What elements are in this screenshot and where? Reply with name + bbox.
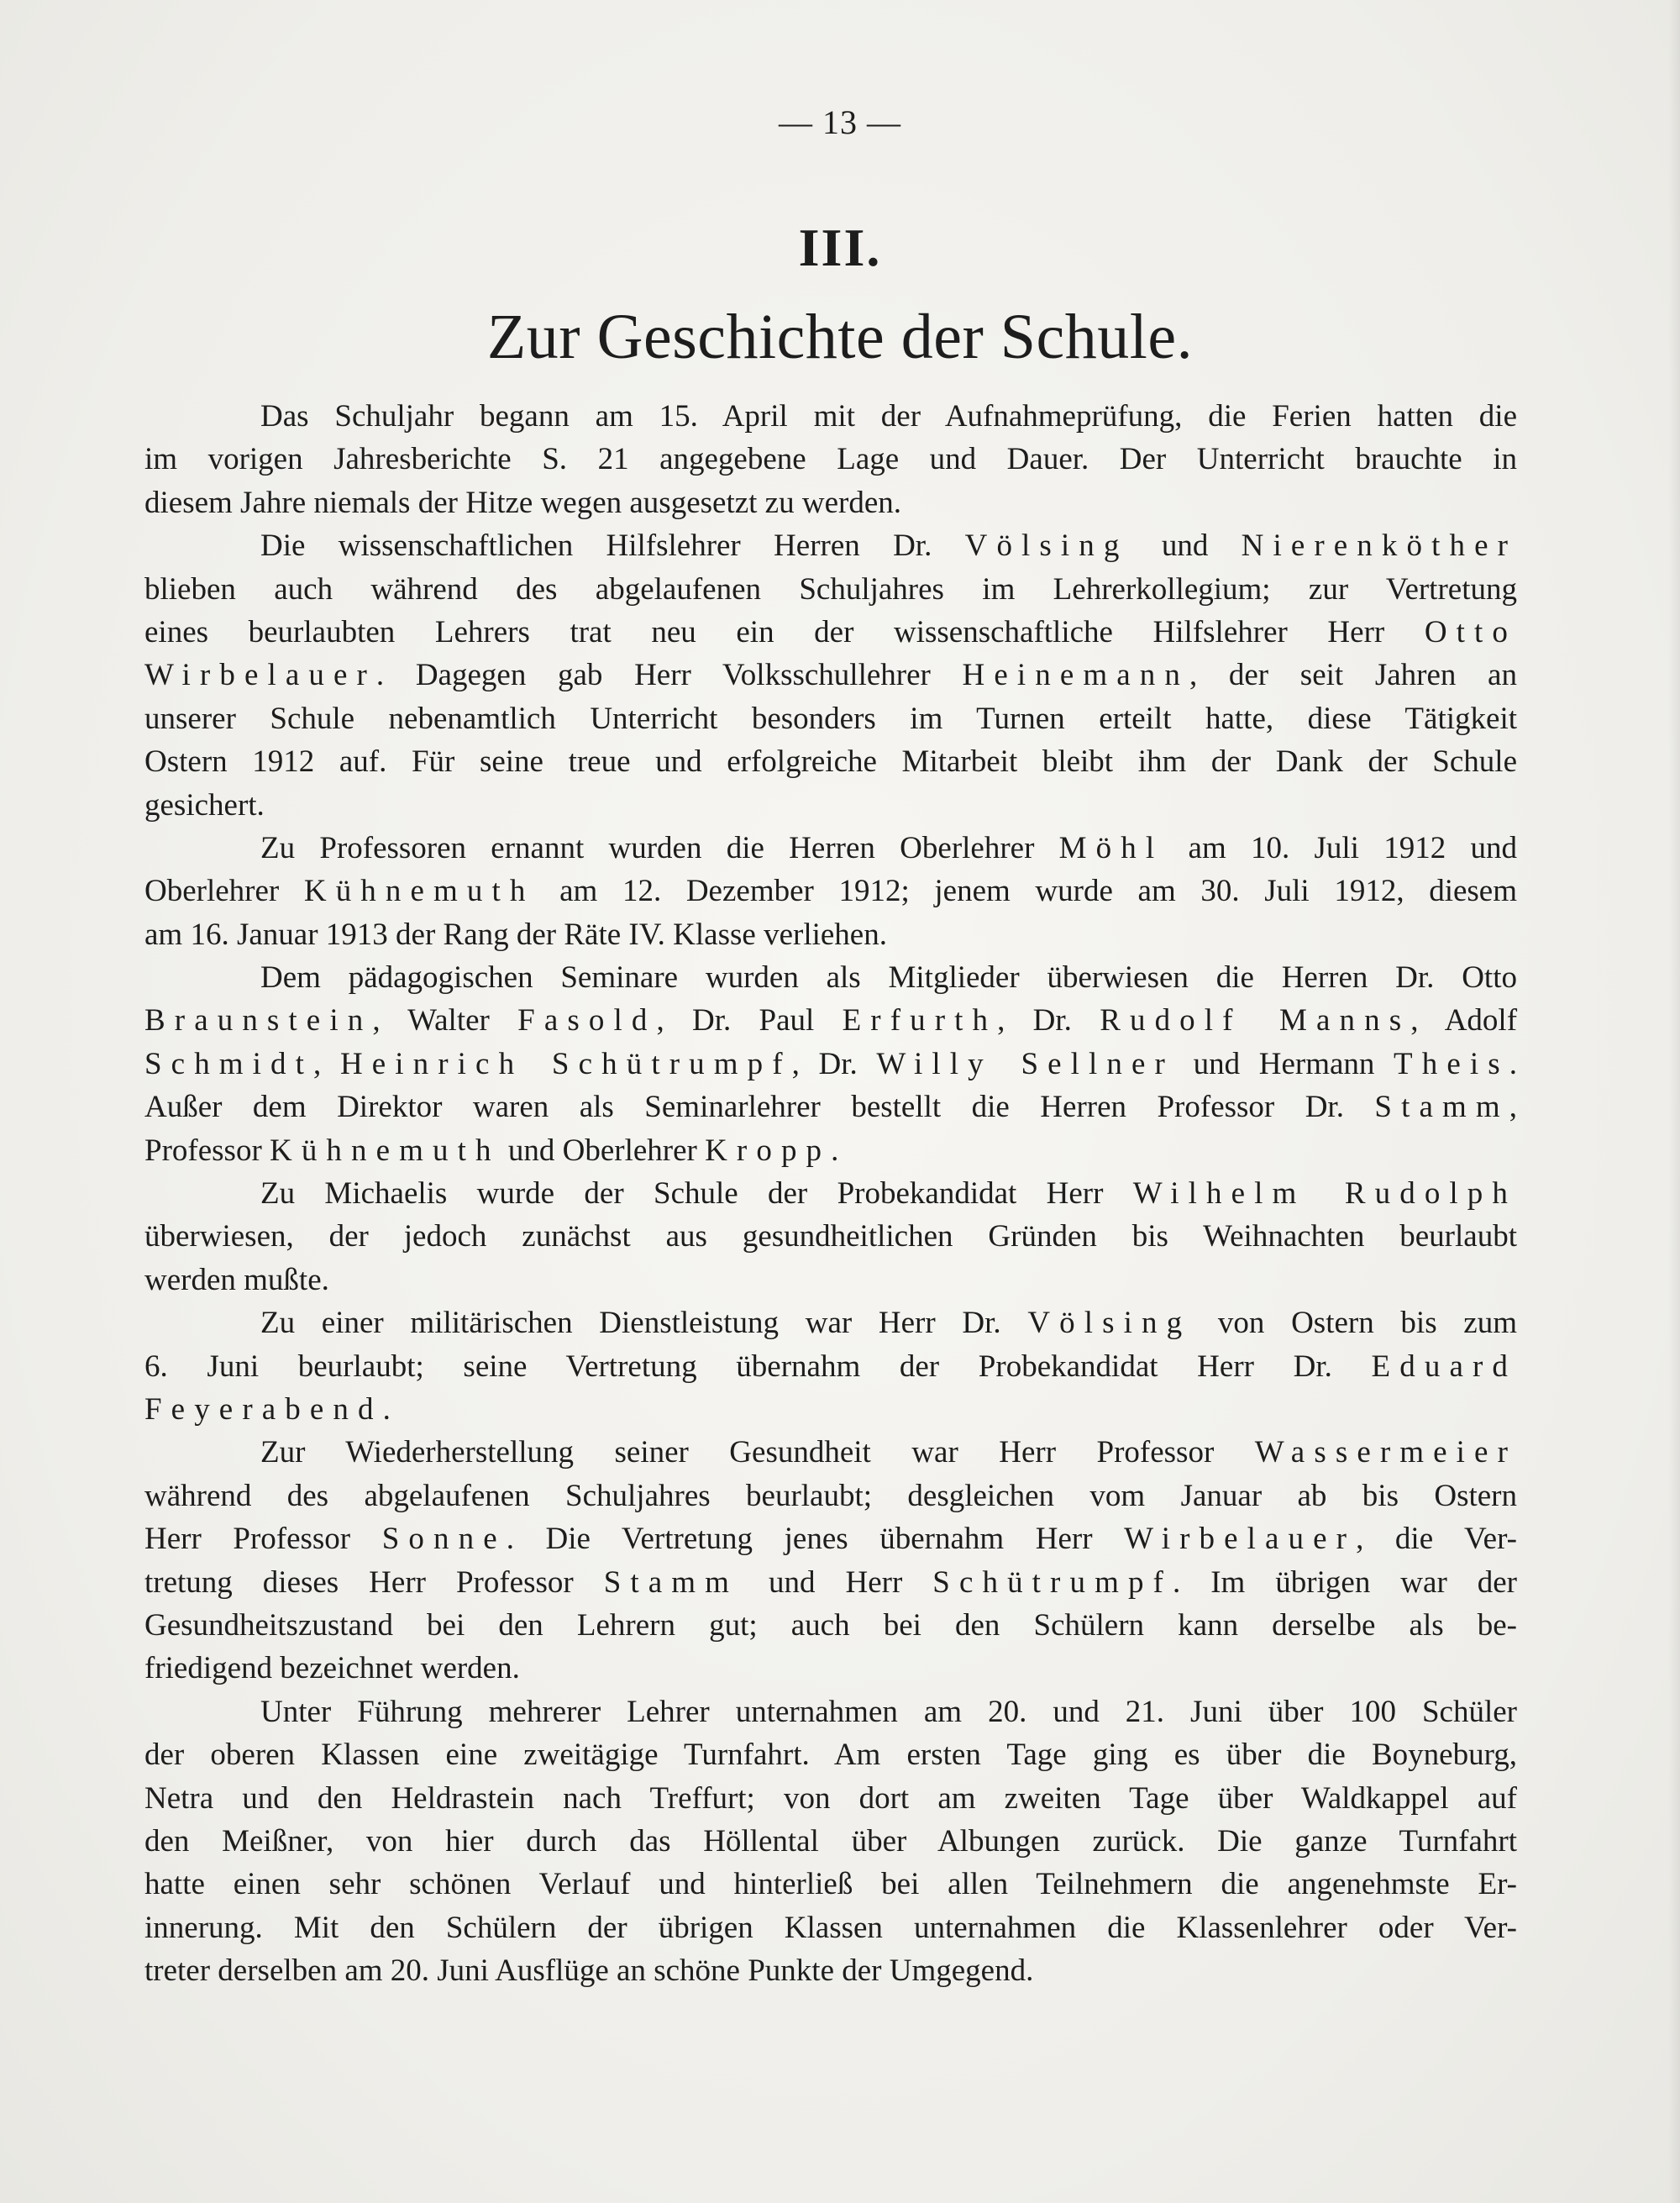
text-run: Zur Wiederherstellung seiner Gesundheit war Herr Professor — [260, 1435, 1255, 1470]
text-line — [144, 999, 1517, 1042]
text-run: von Ostern bis zum — [1191, 1306, 1517, 1341]
spaced-name: Willy Sellner — [876, 1046, 1174, 1081]
text-run: , Dr. — [997, 1003, 1100, 1038]
section-numeral: III. — [798, 218, 882, 277]
text-run: Professor — [144, 1133, 270, 1168]
spaced-name: Kühnemuth — [270, 1133, 501, 1168]
text-run: , Dr. — [791, 1046, 877, 1081]
spaced-name: Rudolf Manns — [1100, 1003, 1411, 1038]
text-line — [144, 740, 1517, 783]
text-run: Zu einer militärischen Dienstleistung war Herr Dr. — [260, 1306, 1028, 1341]
text-line — [144, 956, 1517, 999]
spaced-name: Kropp — [705, 1133, 832, 1168]
spaced-name: Theis — [1394, 1046, 1509, 1081]
text-run: . — [1509, 1046, 1517, 1081]
text-line — [144, 1129, 1517, 1172]
text-run: Netra und den Heldrastein nach Treffurt; von dort am zweiten Tage über Waldkappel auf — [144, 1780, 1517, 1816]
text-line — [144, 1172, 1517, 1215]
text-run: gesichert. — [144, 787, 265, 823]
text-run: Ostern 1912 auf. Für seine treue und erfolgreiche Mitarbeit bleibt ihm der Dank der Schule — [144, 744, 1517, 780]
spaced-name: Fasold — [517, 1003, 657, 1038]
text-line — [144, 1259, 1517, 1301]
text-run: 6. Juni beurlaubt; seine Vertretung übernahm der Probekandidat Herr Dr. — [144, 1349, 1372, 1384]
spaced-name: Völsing — [964, 528, 1129, 564]
text-line — [144, 1733, 1517, 1776]
text-line — [144, 611, 1517, 654]
text-line — [144, 524, 1517, 567]
text-run: , — [1509, 1090, 1517, 1125]
spaced-name: Schmidt — [144, 1046, 314, 1081]
text-line — [144, 1690, 1517, 1733]
spaced-name: Wilhelm Rudolph — [1132, 1176, 1517, 1212]
text-line — [144, 1215, 1517, 1258]
spaced-name: Stamm — [1374, 1090, 1509, 1125]
text-run: Die wissenschaftlichen Hilfslehrer Herren Dr. — [260, 528, 965, 564]
text-line — [144, 870, 1517, 912]
text-run: diesem Jahre niemals der Hitze wegen ausgesetzt zu werden. — [144, 485, 901, 520]
text-line — [144, 1301, 1517, 1344]
text-line — [144, 395, 1517, 438]
text-run: eines beurlaubten Lehrers trat neu ein der wissenschaftliche Hilfslehrer Herr — [144, 614, 1425, 649]
text-run: am 12. Dezember 1912; jenem wurde am 30. Juli 1912, diesem — [534, 874, 1518, 909]
text-line — [144, 1043, 1517, 1086]
text-run: . Im übrigen war der — [1172, 1564, 1517, 1600]
text-run: , Walter — [372, 1003, 518, 1038]
text-run: hatte einen sehr schönen Verlauf und hinterließ bei allen Teilnehmern die angenehmste Er- — [144, 1867, 1517, 1902]
text-run: . — [831, 1133, 839, 1168]
text-line — [144, 481, 1517, 524]
text-line — [144, 697, 1517, 740]
text-run: und Herr — [738, 1564, 933, 1600]
text-run: unserer Schule nebenamtlich Unterricht besonders im Turnen erteilt hatte, diese Tätigkeit — [144, 701, 1517, 736]
text-line — [144, 1777, 1517, 1820]
text-line — [144, 1561, 1517, 1604]
text-run: , die Ver- — [1356, 1522, 1517, 1557]
text-line — [144, 1431, 1517, 1474]
page-edge-shadow — [1668, 0, 1680, 2203]
text-run: am 16. Januar 1913 der Rang der Räte IV. Klasse verliehen. — [144, 917, 887, 952]
text-line — [144, 654, 1517, 697]
text-run: im vorigen Jahresberichte S. 21 angegebene Lage und Dauer. Der Unterricht brauchte in — [144, 442, 1517, 477]
text-run: der oberen Klassen eine zweitägige Turnfahrt. Am ersten Tage ging es über die Boyneburg, — [144, 1738, 1517, 1773]
text-run: , Adolf — [1410, 1003, 1518, 1038]
spaced-name: Möhl — [1058, 830, 1164, 865]
text-run: Zu Michaelis wurde der Schule der Probekandidat Herr — [260, 1176, 1133, 1212]
spaced-name: Sonne — [381, 1522, 507, 1557]
spaced-name: Nierenköther — [1241, 528, 1518, 564]
section-title: Zur Geschichte der Schule. — [486, 302, 1194, 372]
text-line — [144, 1604, 1517, 1647]
spaced-name: Völsing — [1027, 1306, 1192, 1341]
text-run: Herr Professor — [144, 1522, 382, 1557]
spaced-name: Erfurth — [842, 1003, 998, 1038]
text-line — [144, 827, 1517, 870]
text-run: . — [382, 1391, 391, 1427]
text-run: , der seit Jahren an — [1189, 658, 1517, 693]
text-run: treter derselben am 20. Juni Ausflüge an schöne Punkte der Umgegend. — [144, 1953, 1034, 1989]
spaced-name: Schütrumpf — [932, 1564, 1173, 1600]
spaced-name: Stamm — [603, 1564, 739, 1600]
text-line — [144, 1820, 1517, 1863]
text-run: und Hermann — [1173, 1046, 1394, 1081]
text-line — [144, 1863, 1517, 1906]
text-line — [144, 1647, 1517, 1690]
text-run: Außer dem Direktor waren als Seminarlehrer bestellt die Herren Professor Dr. — [144, 1090, 1375, 1125]
spaced-name: Eduard — [1371, 1349, 1517, 1384]
text-line — [144, 1086, 1517, 1128]
spaced-name: Wassermeier — [1254, 1435, 1517, 1470]
text-line — [144, 1906, 1517, 1949]
spaced-name: Braunstein — [144, 1003, 373, 1038]
spaced-name: Otto — [1424, 614, 1517, 649]
text-line — [144, 1345, 1517, 1388]
text-run: den Meißner, von hier durch das Höllental über Albungen zurück. Die ganze Turnfahrt — [144, 1823, 1517, 1859]
text-line — [144, 568, 1517, 611]
text-run: werden mußte. — [144, 1262, 329, 1297]
text-line — [144, 1949, 1517, 1992]
spaced-name: Kühnemuth — [303, 874, 535, 909]
spaced-name: Feyerabend — [144, 1391, 383, 1427]
text-run: . Dagegen gab Herr Volksschullehrer — [375, 658, 963, 693]
spaced-name: Wirbelauer — [144, 658, 376, 693]
text-run: innerung. Mit den Schülern der übrigen Klassen unternahmen die Klassenlehrer oder Ver- — [144, 1910, 1517, 1945]
text-run: überwiesen, der jedoch zunächst aus gesundheitlichen Gründen bis Weihnachten beurlaubt — [144, 1219, 1517, 1254]
body-text — [144, 395, 1517, 1992]
text-line — [144, 913, 1517, 956]
text-run: Zu Professoren ernannt wurden die Herren Oberlehrer — [260, 830, 1059, 865]
spaced-name: Heinemann — [962, 658, 1189, 693]
spaced-name: Wirbelauer — [1124, 1522, 1357, 1557]
text-run: , — [313, 1046, 340, 1081]
text-run: friedigend bezeichnet werden. — [144, 1651, 520, 1686]
text-run: Unter Führung mehrerer Lehrer unternahmen am 20. und 21. Juni über 100 Schüler — [260, 1694, 1517, 1729]
text-run: Oberlehrer — [144, 874, 304, 909]
text-run: und Oberlehrer — [500, 1133, 706, 1168]
text-run: und — [1128, 528, 1242, 564]
text-run: blieben auch während des abgelaufenen Schuljahres im Lehrerkollegium; zur Vertretung — [144, 571, 1517, 607]
text-run: während des abgelaufenen Schuljahres beurlaubt; desgleichen vom Januar ab bis Ostern — [144, 1478, 1517, 1513]
text-line — [144, 1388, 1517, 1431]
text-line — [144, 784, 1517, 827]
text-line — [144, 1517, 1517, 1560]
text-line — [144, 438, 1517, 481]
text-run: Das Schuljahr begann am 15. April mit der Aufnahmeprüfung, die Ferien hatten die — [260, 399, 1517, 434]
text-line — [144, 1475, 1517, 1517]
text-run: tretung dieses Herr Professor — [144, 1564, 604, 1600]
text-run: . Die Vertretung jenes übernahm Herr — [506, 1522, 1125, 1557]
text-run: Gesundheitszustand bei den Lehrern gut; auch bei den Schülern kann derselbe als be- — [144, 1607, 1517, 1643]
text-run: am 10. Juli 1912 und — [1163, 830, 1517, 865]
page-number: — 13 — — [779, 103, 901, 141]
text-run: Dem pädagogischen Seminare wurden als Mitglieder überwiesen die Herren Dr. Otto — [260, 960, 1517, 996]
text-run: , Dr. Paul — [656, 1003, 843, 1038]
spaced-name: Heinrich Schütrumpf — [339, 1046, 792, 1081]
